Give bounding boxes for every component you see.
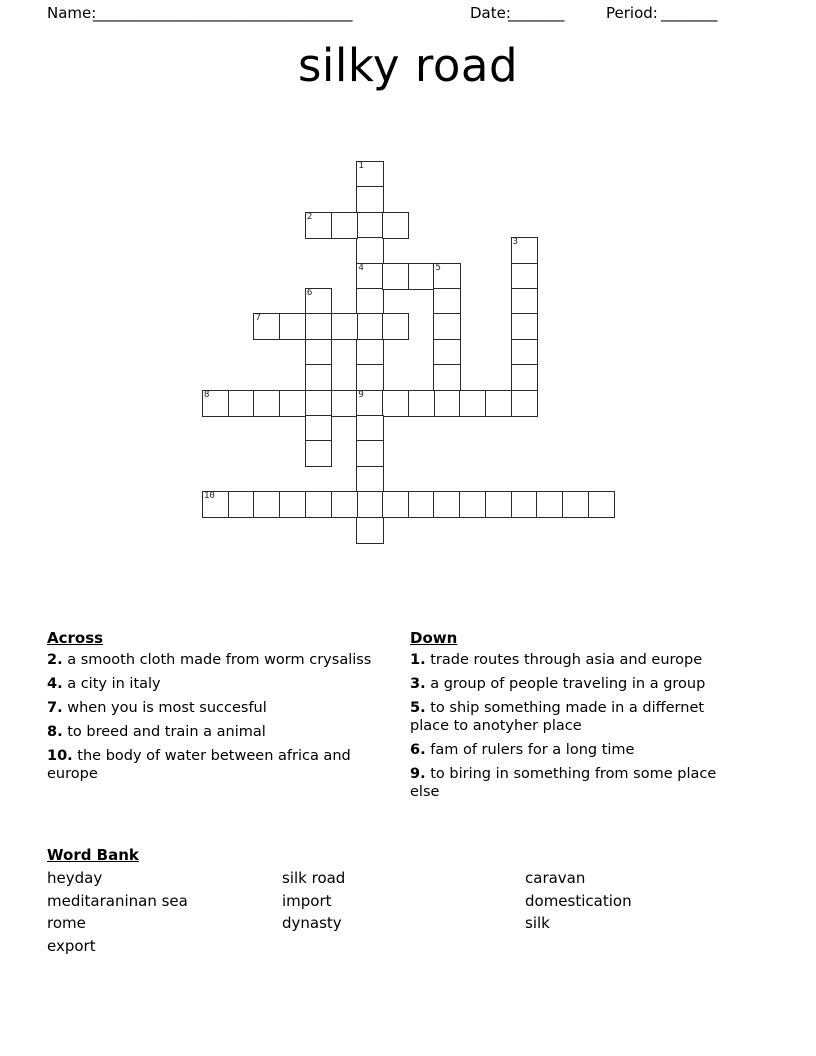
crossword-cell[interactable] (356, 339, 383, 366)
crossword-cell[interactable] (382, 491, 409, 518)
crossword-cell[interactable] (356, 237, 383, 264)
crossword-cell[interactable] (305, 364, 332, 391)
crossword-cell[interactable] (279, 491, 306, 518)
clue-text: trade routes through asia and europe (425, 652, 703, 668)
crossword-cell[interactable] (253, 313, 280, 340)
word-bank-word: heyday (47, 869, 103, 887)
crossword-cell[interactable] (356, 263, 383, 290)
word-bank-section (47, 845, 747, 957)
crossword-cell[interactable] (511, 364, 538, 391)
cell-number: 7 (255, 313, 261, 324)
page-title: silky road (297, 39, 519, 92)
across-clue-4 (47, 675, 392, 693)
down-clue-1 (410, 651, 740, 669)
clue-number: 5. (410, 700, 426, 716)
across-clue-8 (47, 723, 392, 741)
down-clue-3 (410, 675, 740, 693)
crossword-cell[interactable] (331, 491, 358, 518)
crossword-cell[interactable] (305, 313, 332, 340)
down-clue-list (410, 651, 740, 801)
crossword-cell[interactable] (356, 491, 383, 518)
crossword-cell[interactable] (408, 263, 435, 290)
crossword-cell[interactable] (459, 390, 486, 417)
down-heading: Down (410, 629, 458, 647)
clue-number: 4. (47, 676, 63, 692)
clue-text: to biring in something from some place else (410, 766, 717, 800)
crossword-cell[interactable] (433, 288, 460, 315)
crossword-cell[interactable] (356, 415, 383, 442)
clue-number: 2. (47, 652, 63, 668)
cell-number: 4 (358, 262, 364, 273)
period-blank[interactable]: ________ (661, 4, 717, 22)
crossword-cell[interactable] (588, 491, 615, 518)
crossword-cell[interactable] (511, 390, 538, 417)
crossword-cell[interactable] (202, 491, 229, 518)
across-clue-2 (47, 651, 392, 669)
crossword-cell[interactable] (356, 517, 383, 544)
across-clue-list (47, 651, 392, 783)
date-label: Date: (470, 4, 511, 22)
crossword-cell[interactable] (433, 491, 460, 518)
crossword-cell[interactable] (408, 491, 435, 518)
crossword-cell[interactable] (382, 313, 409, 340)
period-label: Period: (606, 4, 658, 22)
crossword-cell[interactable] (433, 313, 460, 340)
crossword-cell[interactable] (433, 364, 460, 391)
clue-text: to ship something made in a differnet place to anotyher place (410, 700, 705, 734)
cell-number: 3 (512, 237, 519, 248)
word-bank-word: import (282, 891, 332, 910)
crossword-cell[interactable] (228, 491, 255, 518)
clue-text: to breed and train a animal (62, 724, 266, 740)
crossword-cell[interactable] (382, 263, 409, 290)
crossword-cell[interactable] (331, 212, 358, 239)
crossword-cell[interactable] (511, 237, 538, 264)
word-bank-word: meditaraninan sea (47, 891, 188, 910)
crossword-cell[interactable] (433, 390, 460, 417)
crossword-cell[interactable] (408, 390, 435, 417)
crossword-cell[interactable] (356, 440, 383, 467)
clue-text: fam of rulers for a long time (425, 742, 635, 758)
clue-number: 3. (410, 676, 426, 692)
crossword-cell[interactable] (356, 212, 383, 239)
crossword-cell[interactable] (511, 313, 538, 340)
clue-text: a group of people traveling in a group (425, 676, 706, 692)
date-blank[interactable]: ________ (508, 4, 564, 22)
crossword-cell[interactable] (356, 364, 383, 391)
crossword-cell[interactable] (356, 288, 383, 315)
clue-number: 7. (47, 700, 63, 716)
word-bank-word: silk (525, 914, 550, 932)
down-clue-9 (410, 765, 740, 801)
crossword-cell[interactable] (433, 263, 460, 290)
cell-number: 6 (306, 288, 313, 298)
cell-number: 1 (358, 161, 364, 171)
crossword-cell[interactable] (331, 390, 358, 417)
word-bank-word: caravan (525, 869, 586, 887)
word-bank-column (525, 867, 745, 957)
clue-text: the body of water between africa and europe (47, 748, 351, 782)
crossword-cell[interactable] (305, 440, 332, 467)
crossword-cell[interactable] (331, 313, 358, 340)
crossword-cell[interactable] (562, 491, 589, 518)
crossword-cell[interactable] (356, 186, 383, 213)
word-bank-word: silk road (282, 869, 346, 887)
name-label: Name: (47, 4, 97, 22)
crossword-cell[interactable] (511, 339, 538, 366)
crossword-cell[interactable] (511, 491, 538, 518)
crossword-cell[interactable] (511, 263, 538, 290)
crossword-cell[interactable] (433, 339, 460, 366)
cell-number: 2 (306, 211, 313, 222)
word-bank-word: domestication (525, 891, 632, 910)
clue-number: 1. (410, 652, 426, 668)
clue-number: 8. (47, 724, 63, 740)
cell-number: 10 (204, 491, 215, 502)
crossword-cell[interactable] (382, 212, 409, 239)
crossword-cell[interactable] (253, 390, 280, 417)
crossword-cell[interactable] (356, 390, 383, 417)
down-clues-section (410, 628, 740, 801)
crossword-cell[interactable] (485, 491, 512, 518)
crossword-cell[interactable] (305, 288, 332, 315)
crossword-cell[interactable] (305, 415, 332, 442)
crossword-cell[interactable] (485, 390, 512, 417)
across-clues-section (47, 628, 392, 783)
crossword-cell[interactable] (511, 288, 538, 315)
crossword-cell[interactable] (356, 313, 383, 340)
word-bank-word: rome (47, 914, 86, 932)
crossword-cell[interactable] (253, 491, 280, 518)
word-bank-word: export (47, 936, 96, 955)
clue-text: when you is most succesful (62, 700, 267, 716)
word-bank-column (282, 867, 525, 957)
name-blank[interactable]: _____________________________________ (93, 4, 352, 22)
across-heading: Across (47, 629, 104, 647)
across-clue-7 (47, 699, 392, 717)
clue-number: 6. (410, 742, 426, 758)
across-clue-10 (47, 747, 392, 783)
worksheet-header (0, 0, 816, 26)
clue-number: 9. (410, 766, 426, 782)
crossword-cell[interactable] (279, 313, 306, 340)
cell-number: 5 (435, 262, 441, 273)
clue-text: a city in italy (62, 676, 161, 692)
crossword-cell[interactable] (356, 466, 383, 493)
crossword-cell[interactable] (382, 390, 409, 417)
crossword-cell[interactable] (536, 491, 563, 518)
crossword-cell[interactable] (202, 390, 229, 417)
down-clue-5 (410, 699, 740, 735)
down-clue-6 (410, 741, 740, 759)
crossword-cell[interactable] (459, 491, 486, 518)
word-bank-column (47, 867, 282, 957)
word-bank-heading: Word Bank (47, 846, 139, 864)
crossword-cell[interactable] (305, 339, 332, 366)
crossword-cell[interactable] (356, 161, 383, 188)
word-bank-columns (47, 867, 747, 957)
word-bank-word: dynasty (282, 914, 342, 932)
crossword-cell[interactable] (305, 212, 332, 239)
clue-number: 10. (47, 748, 73, 764)
cell-number: 8 (204, 389, 210, 400)
crossword-cell[interactable] (305, 390, 332, 417)
clue-text: a smooth cloth made from worm crysaliss (62, 652, 372, 668)
cell-number: 9 (358, 389, 364, 400)
crossword-cell[interactable] (305, 491, 332, 518)
crossword-cell[interactable] (228, 390, 255, 417)
crossword-cell[interactable] (279, 390, 306, 417)
